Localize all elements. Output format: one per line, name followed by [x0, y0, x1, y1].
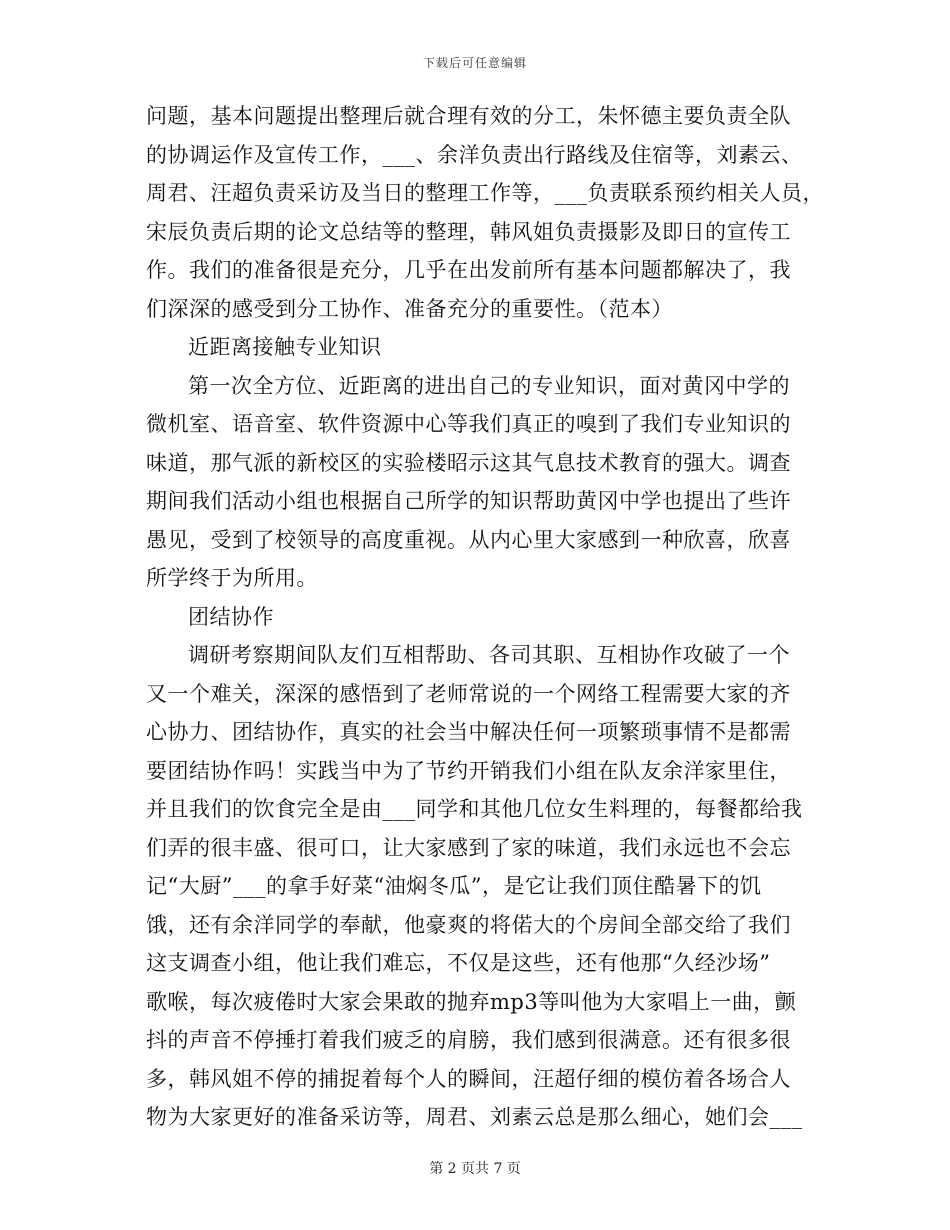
text-line: 多，韩风姐不停的捕捉着每个人的瞬间，汪超仔细的模仿着各场合人 [146, 1066, 791, 1091]
text-line: 们深深的感受到分工协作、准备充分的重要性。（范本） [146, 296, 673, 321]
text-line: 的协调运作及宣传工作，___、余洋负责出行路线及住宿等，刘素云、 [146, 142, 803, 167]
text-line: 这支调查小组，他让我们难忘，不仅是这些，还有他那“久经沙场” [146, 951, 771, 975]
page-number: 第 2 页共 7 页 [429, 1161, 521, 1177]
text-line: 又一个难关，深深的感悟到了老师常说的一个网络工程需要大家的齐 [146, 681, 791, 706]
page-header: 下载后可任意编辑 [422, 56, 527, 70]
text-line: 宋辰负责后期的论文总结等的整理，韩风姐负责摄影及即日的宣传工 [146, 219, 791, 244]
section-heading: 团结协作 [188, 604, 274, 629]
text-line: 要团结协作吗！实践当中为了节约开销我们小组在队友余洋家里住， [146, 758, 791, 783]
text-line: 微机室、语音室、软件资源中心等我们真正的嗅到了我们专业知识的 [146, 412, 791, 436]
text-line: 们弄的很丰盛、很可口，让大家感到了家的味道，我们永远也不会忘 [146, 835, 791, 860]
text-line: 期间我们活动小组也根据自己所学的知识帮助黄冈中学也提出了些许 [146, 489, 791, 513]
text-line: 味道，那气派的新校区的实验楼昭示这其气息技术教育的强大。调查 [146, 450, 791, 475]
text-line: 作。我们的准备很是充分，几乎在出发前所有基本问题都解决了，我 [146, 258, 791, 282]
text-line: 所学终于为所用。 [146, 566, 318, 590]
document-body [146, 97, 824, 1137]
text-line: 歌喉，每次疲倦时大家会果敢的抛弃mp3等叫他为大家唱上一曲，颤 [146, 989, 797, 1014]
text-line: 饿，还有余洋同学的奉献，他豪爽的将偌大的个房间全部交给了我们 [146, 912, 791, 937]
text-line: 调研考察期间队友们互相帮助、各司其职、互相协作攻破了一个 [188, 643, 790, 667]
text-line: 抖的声音不停捶打着我们疲乏的肩膀，我们感到很满意。还有很多很 [146, 1028, 791, 1052]
text-line: 记“大厨”___的拿手好菜“油焖冬瓜”，是它让我们顶住酷暑下的饥 [146, 874, 762, 898]
text-line: 愚见，受到了校领导的高度重视。从内心里大家感到一种欣喜，欣喜 [146, 527, 791, 552]
text-line: 周君、汪超负责采访及当日的整理工作等，___负责联系预约相关人员， [146, 181, 824, 205]
section-heading: 近距离接触专业知识 [188, 335, 382, 359]
text-line: 并且我们的饮食完全是由___同学和其他几位女生料理的，每餐都给我 [146, 797, 803, 821]
text-line: 物为大家更好的准备采访等，周君、刘素云总是那么细心，她们会___ [146, 1105, 803, 1129]
text-line: 问题，基本问题提出整理后就合理有效的分工，朱怀德主要负责全队 [146, 104, 791, 128]
text-line: 心协力、团结协作，真实的社会当中解决任何一项繁琐事情不是都需 [146, 720, 791, 744]
text-line: 第一次全方位、近距离的进出自己的专业知识，面对黄冈中学的 [188, 373, 790, 398]
